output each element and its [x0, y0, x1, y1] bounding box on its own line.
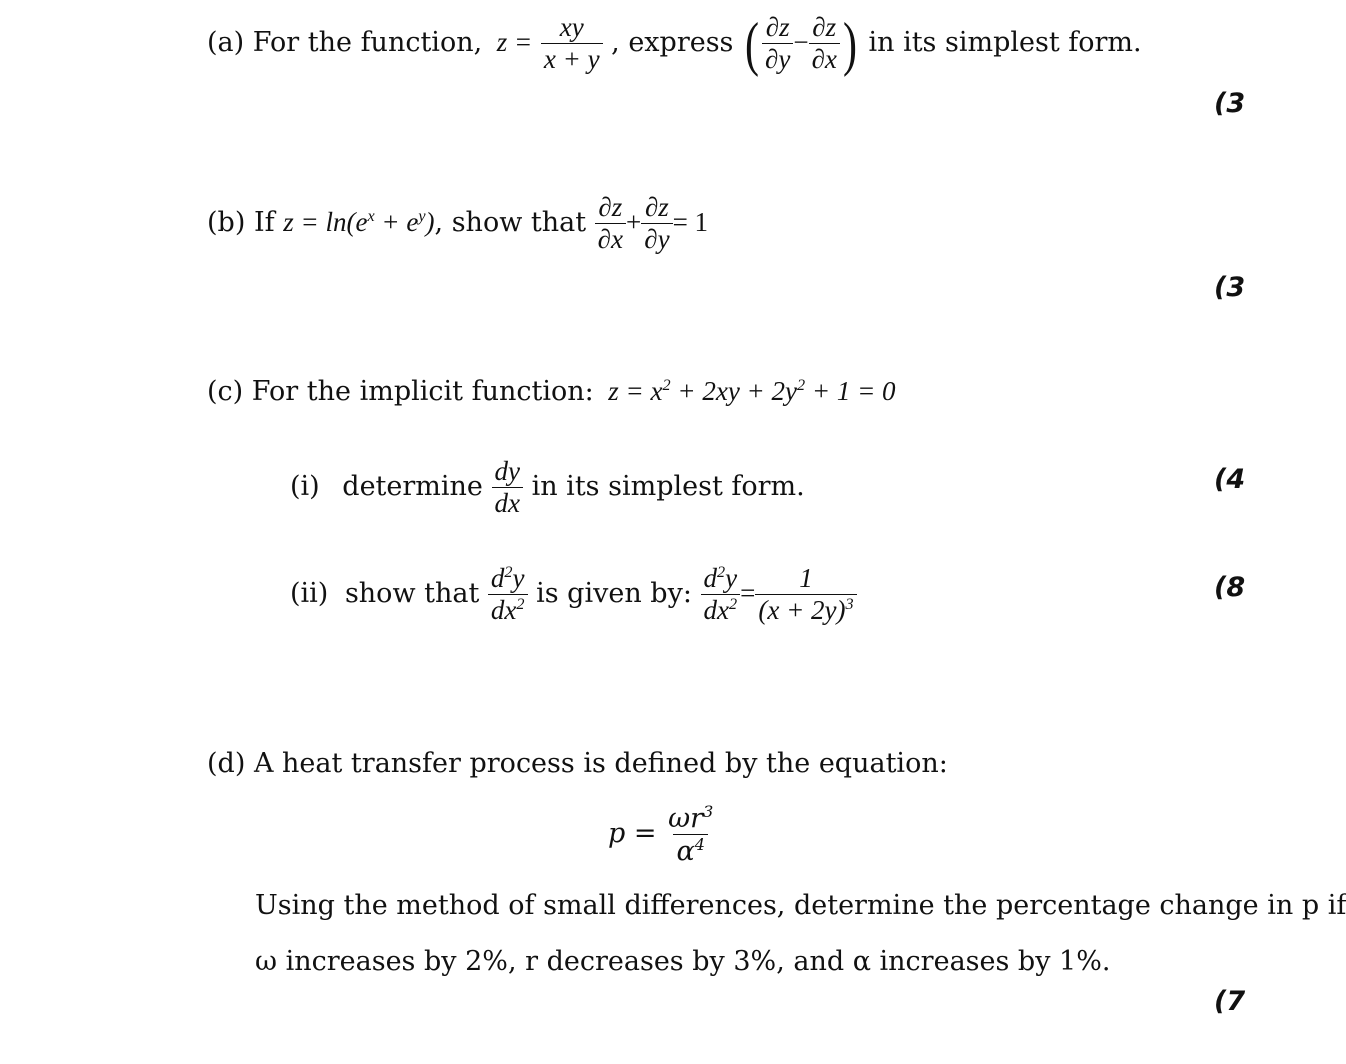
part-d-den-a: α [676, 836, 695, 867]
part-a-label: (a) [207, 27, 245, 58]
part-b-text1: If [253, 207, 275, 238]
part-a-text2: express [628, 27, 734, 58]
part-b-d2-den: ∂y [641, 223, 672, 255]
part-a-minus: − [793, 27, 809, 57]
part-cii-lhs [701, 563, 741, 626]
part-b-marks: (3 [1214, 272, 1246, 303]
part-b-d2-num: ∂z [644, 192, 669, 222]
part-c-sq1: 2 [662, 376, 671, 394]
part-c-eq-c: + 1 = 0 [805, 376, 896, 406]
part-a-d2-num: ∂z [812, 12, 837, 42]
part-c-sq2: 2 [797, 376, 806, 394]
part-cii-lhs-num [701, 563, 741, 594]
part-cii-text2: is given by: [536, 578, 692, 609]
part-b-dz-dx [595, 192, 626, 255]
part-ci-num: dy [494, 456, 520, 486]
part-cii-den [488, 594, 528, 626]
part-a-d2-den: ∂x [809, 43, 840, 75]
part-b-eq1: = 1 [672, 207, 709, 237]
part-b-line [207, 192, 708, 255]
part-ci-line [290, 456, 805, 519]
part-b-d1-den: ∂x [595, 223, 626, 255]
part-b-d1-num: ∂z [598, 192, 623, 222]
part-d-fraction [665, 802, 716, 867]
part-b-expr-a: z = ln(e [283, 207, 368, 237]
part-a-z-eq: z = [496, 27, 533, 57]
part-cii-num-sup: 2 [504, 563, 513, 581]
part-cii-d2y-dx2 [488, 563, 528, 626]
part-cii-den-a: dx [490, 595, 517, 625]
part-b-expr [283, 207, 434, 237]
part-a-text1: For the function, [252, 27, 483, 58]
part-d-text1: A heat transfer process is defined by the equation: [253, 748, 948, 779]
part-a-dz-dx [809, 12, 840, 75]
part-a-frac-den: x + y [541, 43, 603, 75]
part-cii-line [290, 563, 857, 626]
part-cii-lhs-num-b: y [725, 563, 738, 593]
part-c-eq-a: z = x [608, 376, 663, 406]
part-cii-lhs-num-a: d [703, 563, 718, 593]
part-d-den-sup: 4 [694, 835, 705, 854]
part-cii-num [488, 563, 528, 594]
part-a-close-paren: ) [842, 10, 857, 77]
part-a-marks: (3 [1214, 88, 1246, 119]
part-d-den [673, 834, 708, 867]
part-a-text3: in its simplest form. [868, 27, 1142, 58]
part-d-p-eq: p = [608, 818, 657, 849]
part-a-frac-num: xy [559, 12, 584, 42]
part-a-fraction [541, 12, 603, 75]
part-cii-eq: = [740, 578, 756, 608]
part-cii-lhs-den-sup: 2 [729, 595, 738, 613]
part-c-text1: For the implicit function: [251, 376, 594, 407]
part-ci-den: dx [492, 487, 523, 519]
part-b-close: ) [425, 207, 435, 237]
part-d-marks: (7 [1214, 986, 1246, 1017]
part-b-dz-dy [641, 192, 672, 255]
part-d-line1: Using the method of small differences, determine the percentage change in p if [255, 890, 1346, 921]
part-b-plus: + e [374, 207, 419, 237]
part-cii-lhs-num-sup: 2 [717, 563, 726, 581]
part-b-exp-x: x [367, 207, 375, 225]
part-c-line [207, 376, 896, 407]
part-c-eq-b: + 2xy + 2y [670, 376, 798, 406]
part-a-dz-dy [762, 12, 793, 75]
part-cii-rhs-den-a: (x + 2y) [758, 595, 846, 625]
part-d-num [665, 802, 716, 834]
part-cii-den-sup: 2 [516, 595, 525, 613]
part-cii-lhs-den-a: dx [703, 595, 730, 625]
part-cii-num-b: y [512, 563, 525, 593]
part-d-line [207, 748, 948, 779]
part-ci-label: (i) [290, 471, 320, 502]
part-d-equation [608, 802, 716, 867]
part-ci-text2: in its simplest form. [531, 471, 805, 502]
part-d-label: (d) [207, 748, 246, 779]
part-cii-rhs-num: 1 [799, 563, 813, 593]
part-ci-dy-dx [492, 456, 523, 519]
part-c-label: (c) [207, 376, 244, 407]
part-b-label: (b) [207, 207, 246, 238]
part-a-line [207, 12, 1142, 75]
part-b-exp-y: y [418, 207, 426, 225]
part-cii-rhs-sup: 3 [845, 595, 854, 613]
part-b-text2: , show that [434, 207, 587, 238]
part-a-comma: , [611, 27, 620, 58]
part-cii-text1: show that [344, 578, 480, 609]
part-c-equation [608, 376, 895, 406]
part-b-plus2: + [626, 207, 642, 237]
part-cii-label: (ii) [290, 578, 329, 609]
part-d-line2: ω increases by 2%, r decreases by 3%, and α increases by 1%. [255, 946, 1111, 977]
part-cii-rhs [755, 563, 856, 626]
part-ci-marks: (4 [1214, 464, 1246, 495]
part-a-d1-num: ∂z [765, 12, 790, 42]
part-a-open-paren: ( [745, 10, 760, 77]
part-cii-marks: (8 [1214, 572, 1246, 603]
part-ci-text1: determine [342, 471, 483, 502]
part-a-d1-den: ∂y [762, 43, 793, 75]
part-d-num-sup: 3 [703, 802, 714, 821]
part-cii-num-a: d [490, 563, 505, 593]
part-cii-lhs-den [701, 594, 741, 626]
part-cii-rhs-den [755, 594, 856, 626]
part-d-num-a: ωr [668, 803, 704, 834]
